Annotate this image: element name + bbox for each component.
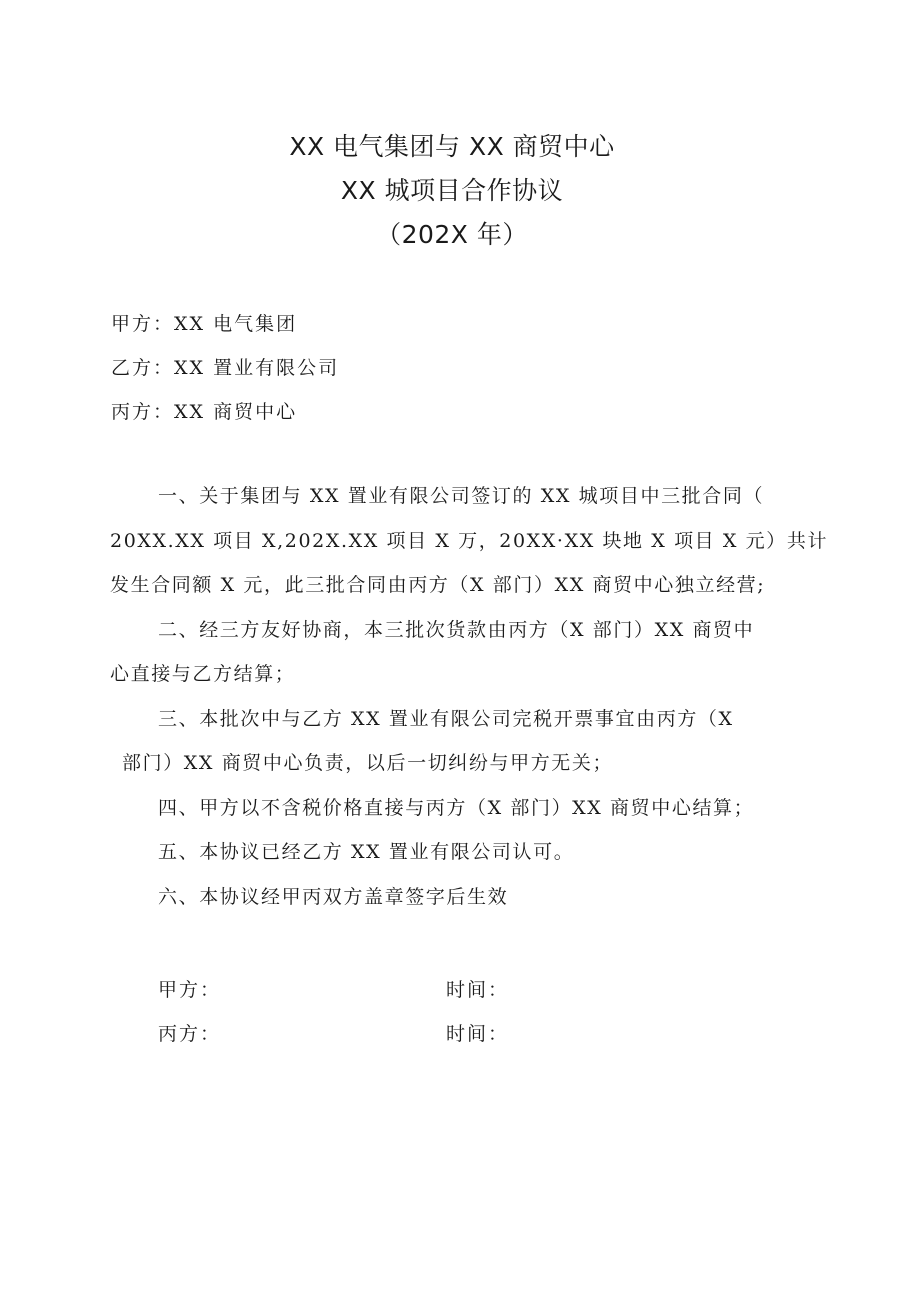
clause-4: 四、甲方以不含税价格直接与丙方（X 部门）XX 商贸中心结算； bbox=[158, 796, 755, 819]
party-b: 乙方：XX 置业有限公司 bbox=[111, 357, 340, 379]
signature-row-c bbox=[158, 1012, 758, 1056]
clause-2-line-1: 二、经三方友好协商，本三批次货款由丙方（X 部门）XX 商贸中 bbox=[158, 618, 755, 641]
signature-block bbox=[158, 968, 758, 1056]
title-line-1: XX 电气集团与 XX 商贸中心 bbox=[289, 132, 615, 161]
clause-6: 六、本协议经甲丙双方盖章签字后生效 bbox=[158, 885, 509, 908]
clause-1-line-1: 一、关于集团与 XX 置业有限公司签订的 XX 城项目中三批合同（ bbox=[158, 485, 765, 507]
signature-party-c: 丙方： bbox=[158, 1023, 222, 1045]
clause-1-line-3: 发生合同额 X 元，此三批合同由丙方（X 部门）XX 商贸中心独立经营; bbox=[110, 574, 766, 596]
title-line-3: （202X 年） bbox=[376, 220, 528, 249]
party-c: 丙方：XX 商贸中心 bbox=[111, 401, 298, 423]
clause-list bbox=[110, 474, 829, 919]
signature-party-a: 甲方： bbox=[158, 979, 222, 1001]
title-line-2: XX 城项目合作协议 bbox=[340, 176, 564, 205]
party-list bbox=[111, 302, 339, 434]
signature-time-a: 时间： bbox=[446, 979, 510, 1001]
signature-row-a bbox=[158, 968, 758, 1012]
party-a: 甲方：XX 电气集团 bbox=[111, 313, 298, 335]
clause-3-line-1: 三、本批次中与乙方 XX 置业有限公司完税开票事宜由丙方（X bbox=[158, 707, 734, 730]
clause-2-line-2: 心直接与乙方结算； bbox=[110, 663, 296, 685]
clause-1-line-2: 20XX.XX 项目 X,202X.XX 项目 X 万，20XX·XX 块地 X 项目 X 元）共计 bbox=[110, 529, 829, 552]
clause-3-line-2: 部门）XX 商贸中心负责，以后一切纠纷与甲方无关； bbox=[122, 752, 614, 774]
document-title bbox=[0, 125, 904, 257]
signature-time-c: 时间： bbox=[446, 1023, 510, 1045]
clause-5: 五、本协议已经乙方 XX 置业有限公司认可。 bbox=[158, 841, 575, 863]
